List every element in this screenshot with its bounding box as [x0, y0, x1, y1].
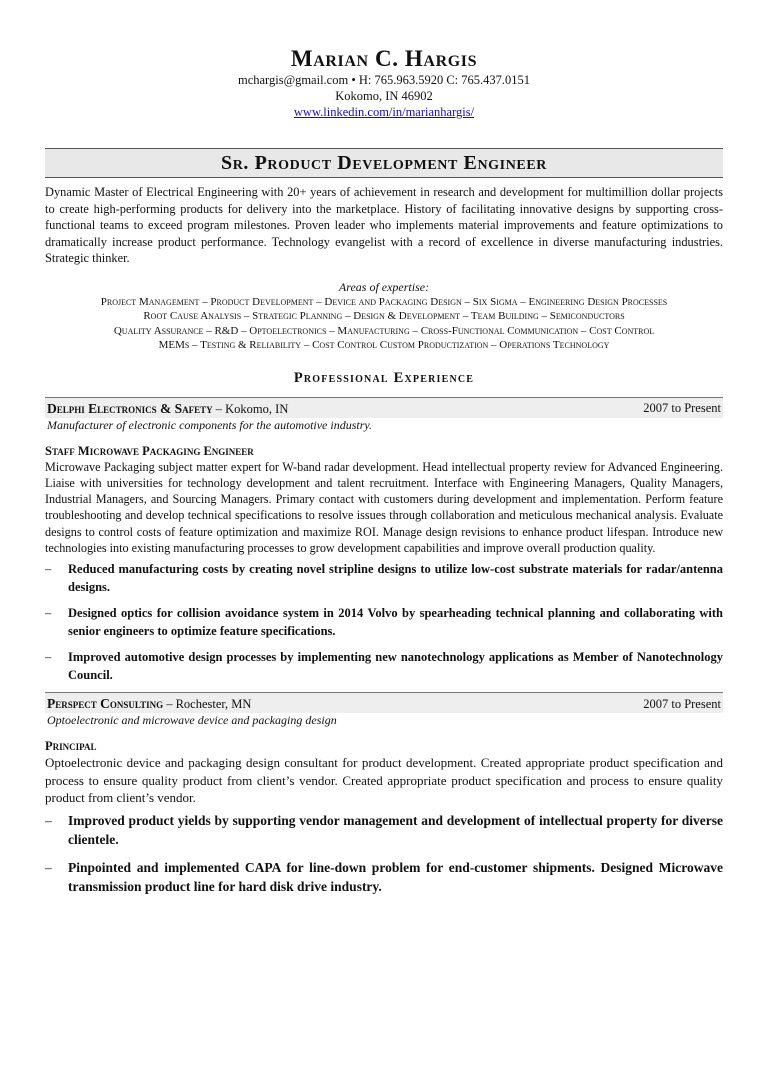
role-description: Microwave Packaging subject matter expert for W-band radar development. Head intellectual property review for Advanced Engineering. Liaise with universities for technology development and talent recruitment. Interface with Engineering Managers, Quality Managers, Industrial Managers, and Sourcing Managers. Primary contact with customers during development and implementation. Perform feature troubleshooting and develop technical specifications to resolve issues through collaboration and meticulous mechanical analysis. Evaluate designs to control costs of feature optimization and maximize ROI. Manage design revisions to enhance product lifespan. Introduce new technologies into existing manufacturing processes to grow development capabilities and improve overall production quality.	[45, 459, 723, 555]
achievement-text: Designed optics for collision avoidance system in 2014 Volvo by spearheading technical planning and collaborating with senior engineers to optimize feature specifications.	[68, 606, 723, 639]
expertise-line: Root Cause Analysis – Strategic Planning – Design & Development – Team Building – Semiconductors	[143, 310, 625, 322]
contact-line: mchargis@gmail.com • H: 765.963.5920 C: 765.437.0151	[237, 73, 531, 87]
company-name: Delphi Electronics & Safety	[47, 400, 213, 416]
achievement-list	[45, 560, 723, 684]
company-heading	[47, 401, 288, 417]
role-title: Staff Microwave Packaging Engineer	[45, 443, 254, 458]
expertise-line: Project Management – Product Development – Device and Packaging Design – Six Sigma – Engineering Design Processes	[100, 295, 668, 308]
achievement-text: Improved automotive design processes by implementing new nanotechnology applications as Member of Nanotechnology Council.	[68, 650, 723, 683]
section-heading-experience: Professional Experience	[293, 369, 475, 386]
employment-dates: 2007 to Present	[643, 401, 721, 415]
company-description: Manufacturer of electronic components for the automotive industry.	[47, 417, 373, 432]
company-heading	[47, 696, 251, 712]
location-line: Kokomo, IN 46902	[335, 89, 433, 103]
achievement-text: Reduced manufacturing costs by creating novel stripline designs to utilize low-cost substrate materials for radar/antenna designs.	[68, 562, 723, 595]
achievement-text: Pinpointed and implemented CAPA for line-down problem for end-customer shipments. Designed Microwave transmission product line for hard disk drive industry.	[68, 859, 723, 895]
role-title: Principal	[45, 739, 97, 754]
achievement-item	[45, 811, 723, 850]
achievement-text: Improved product yields by supporting vendor management and development of intellectual property for diverse clientele.	[68, 812, 723, 848]
company-bar	[45, 692, 723, 713]
company-name: Perspect Consulting	[47, 696, 164, 712]
linkedin-link[interactable]: www.linkedin.com/in/marianhargis/	[293, 105, 475, 119]
role-description: Optoelectronic device and packaging design consultant for product development. Created appropriate product specification and process to ensure quality product from client’s vendor. Created appropriate product specification and process to ensure quality product from client’s vendor.	[45, 755, 723, 806]
bullet-dash: –	[45, 859, 52, 875]
achievement-list	[45, 811, 723, 897]
linkedin-line	[45, 104, 723, 120]
expertise-heading: Areas of expertise:	[338, 279, 430, 294]
bullet-dash: –	[45, 606, 52, 621]
expertise-line: MEMs – Testing & Reliability – Cost Control Custom Productization – Operations Technology	[158, 339, 610, 351]
company-description: Optoelectronic and microwave device and packaging design	[47, 713, 337, 728]
job-title-banner: Sr. Product Development Engineer	[45, 148, 723, 178]
bullet-dash: –	[45, 812, 52, 828]
achievement-item	[45, 858, 723, 897]
achievement-item	[45, 604, 723, 640]
employment-dates: 2007 to Present	[643, 696, 721, 711]
professional-summary: Dynamic Master of Electrical Engineering with 20+ years of achievement in research and development for multimillion dollar projects to create high-performing products for delivery into the marketplace. History of facilitating innovative designs by supporting cross-functional teams to exceed program milestones. Proven leader who implements material improvements and feature optimizations to dramatically increase product performance. Technology evangelist with a record of excellence in diverse manufacturing industries. Strategic thinker.	[45, 185, 723, 265]
company-location: – Kokomo, IN	[212, 401, 289, 416]
company-bar	[45, 397, 723, 418]
candidate-name: Marian C. Hargis	[290, 46, 478, 71]
expertise-line: Quality Assurance – R&D – Optoelectronics – Manufacturing – Cross-Functional Communication – Cost Control	[113, 324, 655, 337]
company-location: – Rochester, MN	[163, 697, 252, 712]
bullet-dash: –	[45, 650, 52, 665]
achievement-item	[45, 560, 723, 596]
bullet-dash: –	[45, 562, 52, 577]
achievement-item	[45, 648, 723, 684]
resume-page	[0, 46, 768, 1070]
